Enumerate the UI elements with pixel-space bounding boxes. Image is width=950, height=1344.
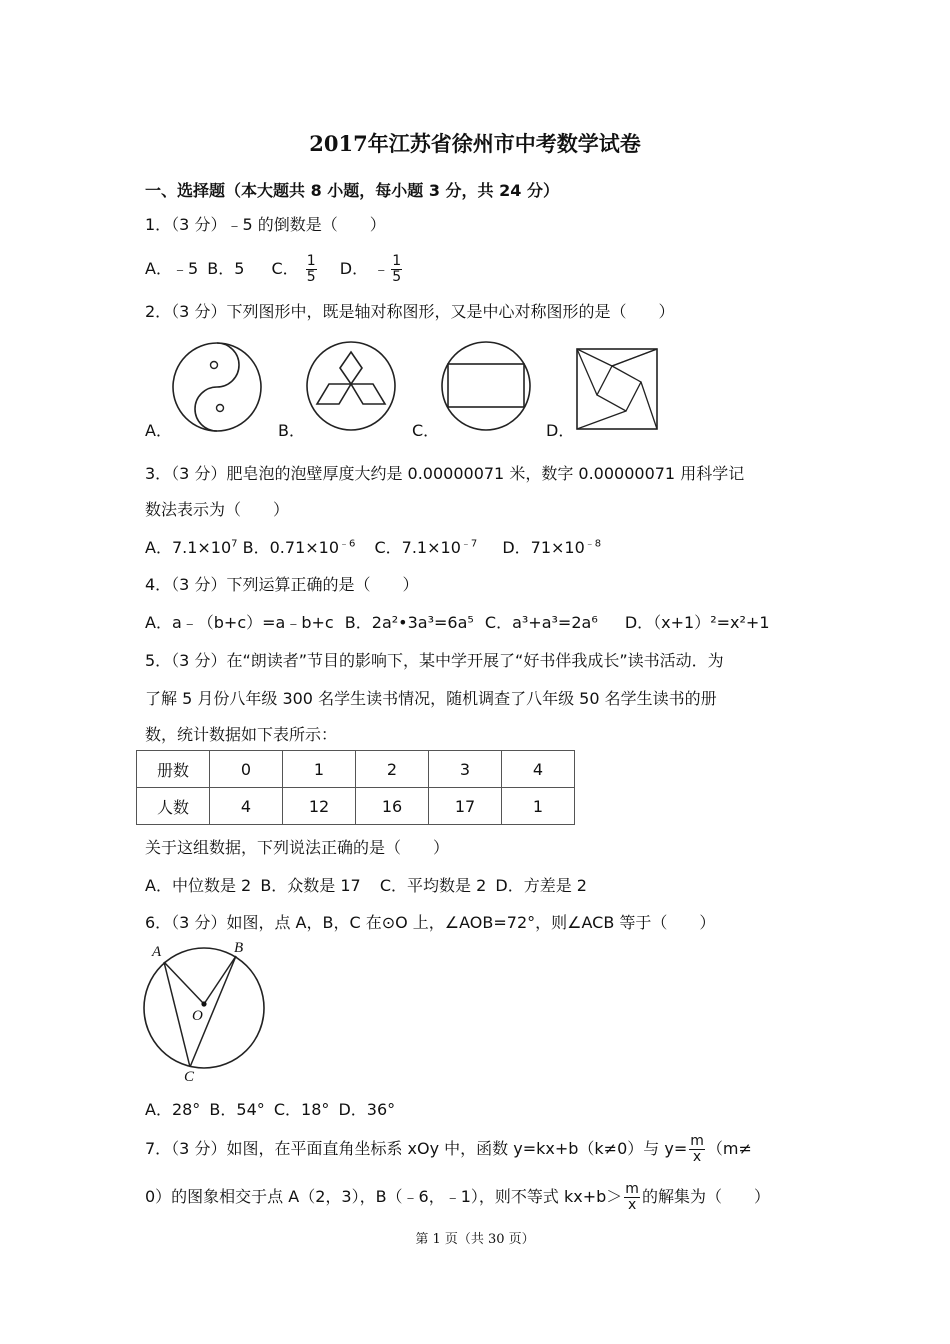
q3-option-c-exp: ﹣7 (460, 539, 478, 550)
question-5-after-table: 关于这组数据，下列说法正确的是（ ） (145, 838, 450, 857)
q1-neg-sign: ﹣ (373, 259, 390, 278)
question-3-options (145, 535, 601, 558)
question-1-options (145, 254, 404, 285)
table-cell: 16 (356, 788, 429, 825)
table-cell: 12 (283, 788, 356, 825)
table-cell: 2 (356, 751, 429, 788)
table-cell: 1 (283, 751, 356, 788)
frac-num: 1 (392, 253, 402, 269)
q6-option-c[interactable]: C．18° (273, 1100, 330, 1119)
q2-option-a[interactable]: A． (145, 421, 172, 440)
q3-option-d-text: D．71×10 (502, 538, 585, 558)
q5-option-a[interactable]: A．中位数是 2 (145, 876, 252, 895)
question-2-stem: 2．（3 分）下列图形中，既是轴对称图形，又是中心对称图形的是（ ） (145, 302, 675, 321)
q1-option-c-label: C． (271, 259, 299, 278)
table-cell: 3 (429, 751, 502, 788)
q3-option-a-exp: 7 (231, 539, 238, 550)
q1-option-c[interactable] (271, 253, 324, 285)
q2-option-d[interactable]: D． (546, 421, 575, 440)
q2-option-c[interactable]: C． (412, 421, 440, 440)
question-4-options (145, 610, 770, 633)
question-6-options (145, 1097, 395, 1120)
q6-label-b: B (234, 940, 244, 956)
q1-option-b[interactable]: B．5 (207, 259, 245, 278)
question-1-stem: 1．（3 分）﹣5 的倒数是（ ） (145, 215, 386, 234)
page-title: 2017年江苏省徐州市中考数学试卷 (309, 131, 641, 156)
q6-option-d[interactable]: D．36° (338, 1100, 396, 1119)
question-3-stem-line2: 数法表示为（ ） (145, 500, 290, 519)
q5-data-table (136, 750, 575, 825)
q1-option-a[interactable]: A．﹣5 (145, 259, 199, 278)
q1-fraction-d (391, 254, 402, 285)
question-5-line1: 5．（3 分）在“朗读者”节目的影响下，某中学开展了“好书伴我成长”读书活动．为 (145, 651, 724, 670)
frac-num: m (625, 1181, 639, 1197)
table-row (137, 788, 575, 825)
q6-option-a[interactable]: A．28° (145, 1100, 201, 1119)
figure-square-pinwheel (576, 348, 660, 432)
q7-line1-text: 7．（3 分）如图，在平面直角坐标系 xOy 中，函数 y=kx+b（k≠0）与 y= (145, 1139, 688, 1158)
table-cell: 1 (502, 788, 575, 825)
q5-option-b[interactable]: B．众数是 17 (260, 876, 361, 895)
q1-option-d-label: D． (339, 259, 369, 278)
question-4-stem: 4．（3 分）下列运算正确的是（ ） (145, 575, 419, 594)
question-5-options (145, 873, 587, 896)
q4-option-c[interactable]: C．a³+a³=2a⁶ (484, 613, 598, 632)
frac-den: x (627, 1197, 637, 1213)
table-cell: 17 (429, 788, 502, 825)
q3-option-b[interactable] (243, 538, 356, 557)
q7-fraction-2 (624, 1182, 640, 1213)
q3-option-d[interactable] (502, 538, 601, 557)
q7-line1-tail: （m≠ (706, 1139, 752, 1158)
frac-num: 1 (306, 253, 316, 269)
q3-option-a[interactable] (145, 538, 238, 557)
frac-den: 5 (392, 269, 402, 285)
q7-line2-text: 0）的图象相交于点 A（2，3），B（﹣6，﹣1），则不等式 kx+b＞ (145, 1187, 623, 1206)
table-cell: 4 (210, 788, 283, 825)
figure-three-diamonds (305, 340, 401, 436)
page-footer: 第 1 页（共 30 页） (415, 1232, 535, 1247)
question-5-line2: 了解 5 月份八年级 300 名学生读书情况，随机调查了八年级 50 名学生读书的册 (145, 689, 717, 708)
q3-option-b-text: B．0.71×10 (242, 538, 340, 558)
q3-option-c[interactable] (374, 538, 477, 557)
q7-line2-tail: 的解集为（ ） (641, 1187, 770, 1206)
question-7-line1 (145, 1134, 752, 1165)
q6-label-a: A (152, 944, 162, 960)
figure-taiji (170, 340, 266, 436)
q6-label-c: C (184, 1069, 195, 1085)
q5-option-d[interactable]: D．方差是 2 (495, 876, 587, 895)
question-6-stem: 6．（3 分）如图，点 A，B，C 在⊙O 上，∠AOB=72°，则∠ACB 等于（ ） (145, 913, 716, 932)
frac-num: m (690, 1133, 704, 1149)
q3-option-d-exp: ﹣8 (584, 539, 602, 550)
table-cell: 0 (210, 751, 283, 788)
q6-circle-figure (140, 940, 300, 1085)
q4-option-a[interactable]: A．a﹣（b+c）=a﹣b+c (145, 613, 334, 632)
q6-label-o: O (192, 1008, 203, 1024)
q3-option-b-exp: ﹣6 (339, 539, 356, 550)
q6-option-b[interactable]: B．54° (209, 1100, 265, 1119)
q7-fraction-1 (689, 1134, 705, 1165)
question-7-line2 (145, 1182, 770, 1213)
q3-option-a-text: A．7.1×10 (145, 538, 232, 558)
q1-option-d[interactable] (339, 253, 404, 285)
table-cell: 册数 (137, 751, 210, 788)
q4-option-d[interactable]: D．（x+1）²=x²+1 (624, 613, 770, 632)
q2-option-b[interactable]: B． (278, 421, 305, 440)
q3-option-c-text: C．7.1×10 (374, 538, 461, 558)
q4-option-b[interactable]: B．2a²•3a³=6a⁵ (344, 613, 474, 632)
table-cell: 人数 (137, 788, 210, 825)
section-heading: 一、选择题（本大题共 8 小题，每小题 3 分，共 24 分） (145, 181, 559, 200)
figure-circle-rectangle (440, 340, 536, 436)
table-cell: 4 (502, 751, 575, 788)
q1-fraction-c (306, 254, 317, 285)
question-5-line3: 数，统计数据如下表所示： (145, 725, 338, 744)
question-3-stem-line1: 3．（3 分）肥皂泡的泡壁厚度大约是 0.00000071 米，数字 0.00000071 用科学记 (145, 464, 745, 483)
q5-option-c[interactable]: C．平均数是 2 (379, 876, 487, 895)
frac-den: 5 (306, 269, 316, 285)
frac-den: x (692, 1149, 702, 1165)
table-row (137, 751, 575, 788)
